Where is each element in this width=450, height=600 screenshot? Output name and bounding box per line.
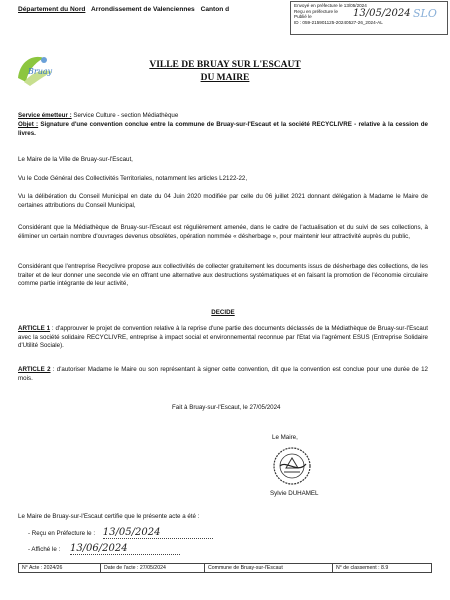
stamp-line-id: ID : 059-215901125-20240527-26_2024-AL <box>294 20 383 26</box>
stamp-line-sent: Envoyé en préfecture le 13/05/2024 <box>294 3 367 8</box>
certification-received <box>28 527 213 539</box>
signatory-name: Sylvie DUHAMEL <box>270 490 319 497</box>
canton-text: Canton d <box>200 6 230 13</box>
title-maire: DU MAIRE <box>200 73 250 83</box>
footer-table <box>18 563 432 573</box>
decide-heading: DECIDE <box>211 309 235 316</box>
received-handwritten-date: 13/05/2024 <box>103 527 213 539</box>
article-2-label: ARTICLE 2 <box>18 366 51 373</box>
service-value: Service Culture - section Médiathèque <box>73 112 179 119</box>
arrondissement-text: Arrondissement de Valenciennes <box>91 6 195 13</box>
article-1-label: ARTICLE 1 <box>18 325 51 332</box>
considerant-2: Vu la délibération du Conseil Municipal en date du 04 Juin 2020 modifiée par celle du 06 juillet 2021 donnant délégation à Madame le Maire de certaines attributions du Conseil Municipal, <box>18 193 428 209</box>
stamp-line-published: Publié le <box>294 14 312 20</box>
posted-handwritten-date: 13/06/2024 <box>70 543 180 555</box>
posted-label: - Affiché le : <box>28 546 61 553</box>
footer-acte-date: Date de l'acte : 27/05/2024 <box>101 564 205 572</box>
footer-acte-number: N° Acte : 2024/26 <box>19 564 101 572</box>
stamp-signature-mark: SLO <box>413 7 437 20</box>
service-line <box>18 112 428 121</box>
certification-posted <box>28 543 180 555</box>
logo-text: Bruay <box>28 67 53 76</box>
footer-commune: Commune de Bruay-sur-l'Escaut <box>205 564 333 572</box>
done-at: Fait à Bruay-sur-l'Escaut, le 27/05/2024 <box>172 404 281 411</box>
department-text: Département du Nord <box>18 6 86 13</box>
received-label: - Reçu en Préfecture le : <box>28 530 96 537</box>
title-town: VILLE DE BRUAY SUR L'ESCAUT <box>149 60 301 70</box>
signatory-role: Le Maire, <box>272 434 298 441</box>
objet-line <box>18 121 428 138</box>
footer-classement: N° de classement : 8.9 <box>336 565 389 571</box>
article-2 <box>18 366 428 383</box>
service-label: Service émetteur : <box>18 112 72 119</box>
article-1 <box>18 325 428 351</box>
certification-text: Le Maire de Bruay-sur-l'Escaut certifie que le présente acte a été : <box>18 513 200 520</box>
maire-intro: Le Maire de la Ville de Bruay-sur-l'Escaut, <box>18 156 133 163</box>
considerant-3: Considérant que la Médiathèque de Bruay-sur-l'Escaut est régulièrement amenée, dans le cadre de l'actualisation et du suivi de ses collections, à éliminer un certain nombre d'ouvrages devenus obsolètes, opération nommée « désherbage », pour maintenir leur attractivité auprès du public, <box>18 224 428 240</box>
objet-label: Objet : <box>18 121 39 128</box>
objet-value: Signature d'une convention conclue entre la commune de Bruay-sur-l'Escaut et la société RECYCLIVRE - relative à la cession de livres. <box>18 121 428 137</box>
article-2-text: : d'autoriser Madame le Maire ou son représentant à signer cette convention, dit que la convention est conclue pour une durée de 12 mois. <box>18 366 428 382</box>
considerant-1: Vu le Code Général des Collectivités Territoriales, notamment les articles L2122-22, <box>18 175 248 182</box>
town-seal-stamp <box>272 446 312 486</box>
stamp-received-date: 13/05/2024 <box>353 8 411 19</box>
article-1-text: : d'approuver le projet de convention relative à la reprise d'une partie des documents déclassés de la Médiathèque de Bruay-sur-l'Escaut avec la société solidaire RECYCLIVRE, entreprise à impact social et environnemental reconnue par l'Etat via l'agrément ESUS (Entreprise Solidaire d'Utilité Sociale). <box>18 325 428 350</box>
considerant-4: Considérant que l'entreprise Recyclivre propose aux collectivités de collecter gratuitement les documents issus de désherbage des collections, de les traiter et de leur donner une seconde vie en offrant une alternative aux destructions systématiques et en faisant la promotion de l'économie circulaire comme partie intégrante de leur activité, <box>18 263 428 288</box>
header-line <box>18 6 233 13</box>
stamp-line-received-label: Reçu en préfecture le <box>294 8 338 14</box>
prefecture-stamp <box>290 1 448 35</box>
